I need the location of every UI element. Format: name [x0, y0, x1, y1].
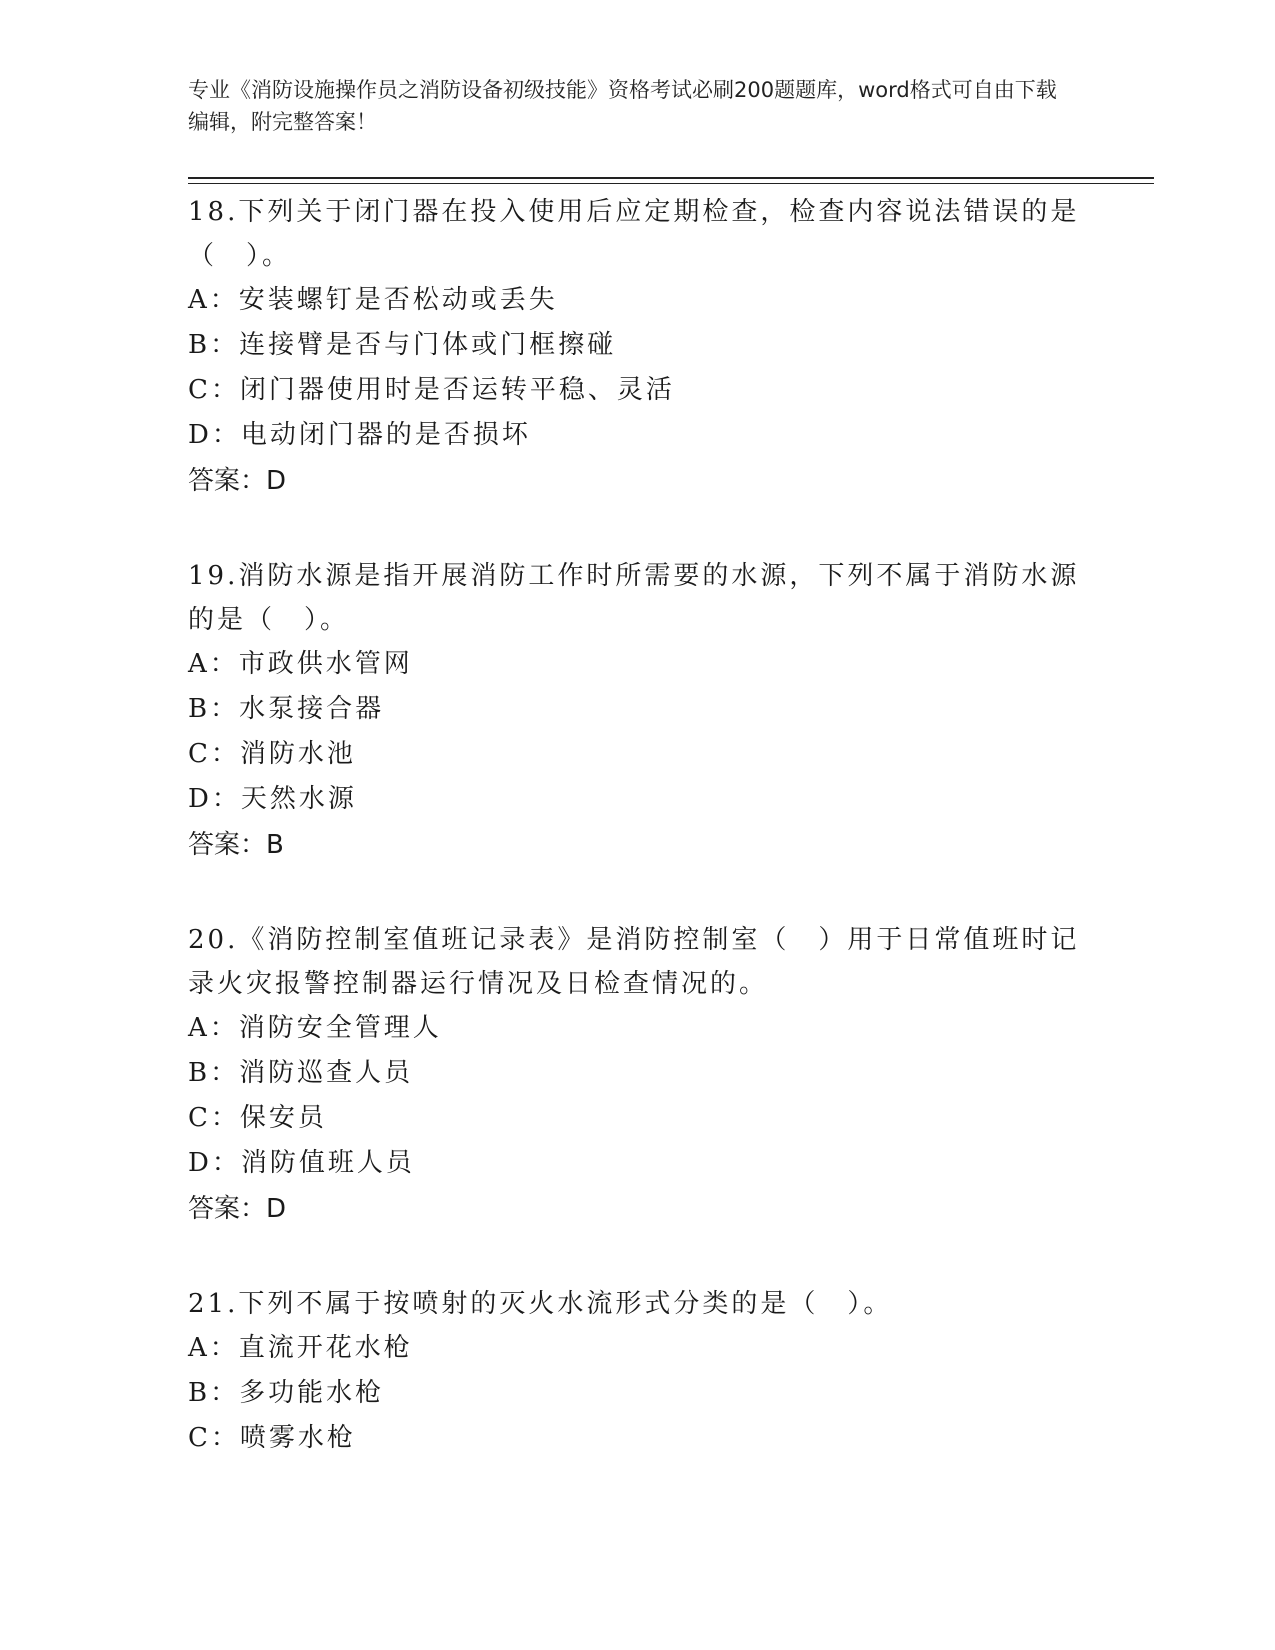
header-divider-thin	[188, 183, 1154, 184]
question-21	[188, 1282, 1088, 1461]
question-list	[188, 190, 1088, 1511]
question-text: 19.消防水源是指开展消防工作时所需要的水源，下列不属于消防水源的是（ ）。	[188, 561, 1080, 635]
option-b: B：消防巡查人员	[188, 1058, 414, 1088]
question-text: 21.下列不属于按喷射的灭火水流形式分类的是（ ）。	[188, 1289, 893, 1319]
option-a: A：市政供水管网	[188, 649, 413, 679]
option-c: C：消防水池	[188, 739, 356, 769]
option-a: A：直流开花水枪	[188, 1333, 413, 1363]
option-a: A：消防安全管理人	[188, 1013, 442, 1043]
question-18	[188, 190, 1088, 504]
answer: 答案：D	[188, 1194, 287, 1224]
option-b: B：多功能水枪	[188, 1378, 385, 1408]
option-c: C：喷雾水枪	[188, 1423, 356, 1453]
answer: 答案：B	[188, 830, 284, 860]
option-c: C：保安员	[188, 1103, 327, 1133]
option-b: B：水泵接合器	[188, 694, 385, 724]
question-20	[188, 918, 1088, 1232]
option-d: D：消防值班人员	[188, 1148, 415, 1178]
option-b: B：连接臂是否与门体或门框擦碰	[188, 330, 617, 360]
answer: 答案：D	[188, 466, 287, 496]
document-header: 专业《消防设施操作员之消防设备初级技能》资格考试必刷200题题库，word格式可自由下载编辑，附完整答案！	[188, 78, 1057, 134]
question-text: 20.《消防控制室值班记录表》是消防控制室（ ）用于日常值班时记录火灾报警控制器运行情况及日检查情况的。	[188, 925, 1080, 999]
option-d: D：天然水源	[188, 784, 357, 814]
question-text: 18.下列关于闭门器在投入使用后应定期检查，检查内容说法错误的是（ ）。	[188, 197, 1080, 271]
question-19	[188, 554, 1088, 868]
option-c: C：闭门器使用时是否运转平稳、灵活	[188, 375, 675, 405]
header-divider	[188, 177, 1154, 179]
option-a: A：安装螺钉是否松动或丢失	[188, 285, 558, 315]
option-d: D：电动闭门器的是否损坏	[188, 420, 531, 450]
